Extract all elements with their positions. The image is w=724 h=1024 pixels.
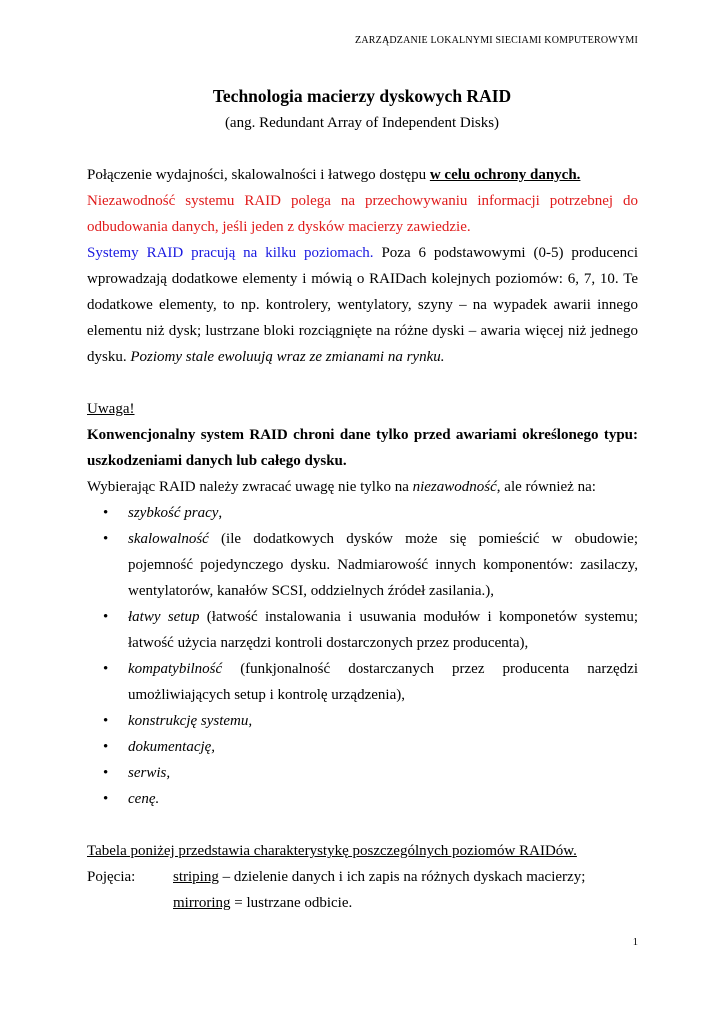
list-item	[87, 500, 638, 526]
document-subtitle: (ang. Redundant Array of Independent Disks)	[224, 115, 500, 131]
item-term: dokumentację,	[128, 739, 216, 755]
concepts-block	[87, 864, 638, 916]
item-text: (ile dodatkowych dysków może się pomieścić w obudowie; pojemność pojedynczego dysku. Nadmiarowość innych komponentów: zasilaczy, wentylatorów, kanałów SCSI, oddzielnych źródeł zasilania.),	[128, 531, 638, 599]
concepts-label: Pojęcia:	[87, 869, 136, 885]
item-text: (łatwość instalowania i usuwania modułów i komponetów systemu; łatwość użycia narzędzi kontroli dostarczonych przez producenta),	[128, 609, 638, 651]
item-term: cenę.	[128, 791, 160, 807]
intro-emphasis: w celu ochrony danych.	[429, 167, 581, 183]
bullet-icon: •	[103, 713, 109, 729]
bullet-icon: •	[103, 791, 109, 807]
spacer	[87, 370, 638, 396]
item-term: skalowalność	[128, 531, 209, 547]
note-lead-line	[87, 474, 638, 500]
page-number: 1	[632, 937, 638, 948]
document-body	[87, 162, 638, 916]
item-term: konstrukcję systemu,	[128, 713, 253, 729]
note-label: Uwaga!	[87, 401, 135, 417]
item-text: (funkjonalność dostarczanych przez producenta narzędzi umożliwiających setup i kontrolę urządzenia),	[128, 661, 638, 703]
bullet-icon: •	[103, 531, 109, 547]
bullet-icon: •	[103, 505, 109, 521]
concept-item	[173, 864, 585, 890]
list-item	[87, 734, 638, 760]
concept-term: mirroring	[173, 895, 231, 911]
criteria-list	[87, 500, 638, 812]
levels-paragraph	[87, 240, 638, 370]
list-item	[87, 760, 638, 786]
list-item	[87, 526, 638, 604]
levels-italic: Poziomy stale ewoluują wraz ze zmianami na rynku.	[130, 349, 445, 365]
item-term: łatwy setup	[128, 609, 200, 625]
intro-line	[87, 162, 638, 188]
concept-item	[173, 890, 585, 916]
levels-lead: Systemy RAID pracują na kilku poziomach.	[87, 245, 374, 261]
list-item	[87, 708, 638, 734]
reliability-paragraph: Niezawodność systemu RAID polega na przechowywaniu informacji potrzebnej do odbudowania danych, jeśli jeden z dysków macierzy zawiedzie.	[87, 193, 638, 235]
note-bold-paragraph: Konwencjonalny system RAID chroni dane tylko przed awariami określonego typu: uszkodzeniami danych lub całego dysku.	[87, 427, 638, 469]
levels-text: Poza 6 podstawowymi (0-5) producenci wprowadzają dodatkowe elementy i mówią o RAIDach kolejnych poziomów: 6, 7, 10. Te dodatkowe elementy, to np. kontrolery, wentylatory, szyny – na wypadek awarii innego elementu niż dysk; lustrzane bloki rozciągnięte na różne dyski – awaria więcej niż jednego dysku.	[87, 245, 638, 365]
item-text: ,	[218, 505, 223, 521]
item-term: kompatybilność	[128, 661, 223, 677]
item-term: serwis,	[128, 765, 171, 781]
bullet-icon: •	[103, 739, 109, 755]
spacer	[87, 812, 638, 838]
concepts-definitions	[173, 864, 585, 916]
bullet-icon: •	[103, 609, 109, 625]
bullet-icon: •	[103, 765, 109, 781]
document-title: Technologia macierzy dyskowych RAID	[212, 86, 512, 106]
note-lead-b: , ale również na:	[496, 479, 596, 495]
concept-definition: – dzielenie danych i ich zapis na różnych dyskach macierzy;	[218, 869, 586, 885]
bullet-icon: •	[103, 661, 109, 677]
item-term: szybkość pracy	[128, 505, 219, 521]
note-lead-italic: niezawodność	[412, 479, 497, 495]
note-lead-a: Wybierając RAID należy zwracać uwagę nie tylko na	[87, 479, 413, 495]
list-item	[87, 786, 638, 812]
concept-term: striping	[173, 869, 219, 885]
intro-text: Połączenie wydajności, skalowalności i łatwego dostępu	[87, 167, 430, 183]
list-item	[87, 604, 638, 656]
table-intro: Tabela poniżej przedstawia charakterystykę poszczególnych poziomów RAIDów.	[87, 843, 577, 859]
list-item	[87, 656, 638, 708]
concept-definition: = lustrzane odbicie.	[230, 895, 353, 911]
running-header: ZARZĄDZANIE LOKALNYMI SIECIAMI KOMPUTEROWYMI	[355, 35, 638, 46]
